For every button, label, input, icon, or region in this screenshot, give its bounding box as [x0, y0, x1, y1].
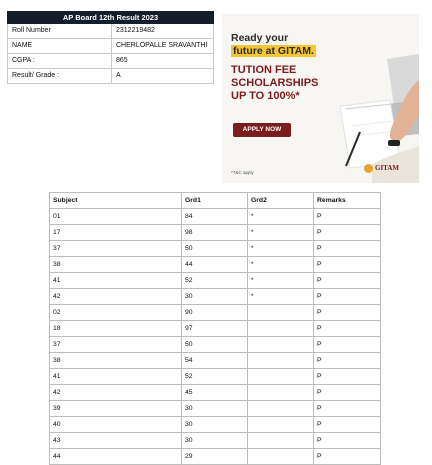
- info-value: 865: [116, 57, 128, 64]
- table-row: [49, 225, 381, 241]
- ad-headline-line2: future at GITAM.: [233, 45, 314, 57]
- ad-footnote: *T&C apply: [231, 170, 254, 175]
- table-row: [49, 417, 381, 433]
- result-info-panel: [7, 11, 214, 84]
- subject-cell: 18: [50, 321, 182, 336]
- subject-cell: 39: [50, 401, 182, 416]
- grd2-cell: [248, 353, 314, 368]
- ad-headline-line1: Ready your: [231, 32, 289, 44]
- info-row-name: [7, 39, 214, 54]
- subject-cell: 37: [50, 337, 182, 352]
- table-row: [49, 337, 381, 353]
- grd1-cell: 97: [182, 321, 248, 336]
- table-row: [49, 433, 381, 449]
- grd2-cell: [248, 305, 314, 320]
- info-value: A: [116, 72, 121, 79]
- ad-offer-line3: UP TO 100%*: [231, 90, 300, 102]
- grd2-cell: *: [248, 257, 314, 272]
- grd1-cell: 30: [182, 401, 248, 416]
- remarks-cell: P: [317, 341, 322, 348]
- info-row-cgpa: [7, 54, 214, 69]
- table-row: [49, 305, 381, 321]
- remarks-cell: P: [317, 309, 322, 316]
- grd1-cell: 90: [182, 305, 248, 320]
- grd2-cell: *: [248, 209, 314, 224]
- marks-table: [49, 192, 381, 465]
- remarks-cell: P: [317, 389, 322, 396]
- grd1-cell: 30: [182, 289, 248, 304]
- gitam-seal-icon: [364, 164, 373, 173]
- info-row-roll-number: [7, 24, 214, 39]
- grd2-cell: [248, 449, 314, 464]
- table-row: [49, 289, 381, 305]
- subject-cell: 44: [50, 449, 182, 464]
- grd1-cell: 54: [182, 353, 248, 368]
- remarks-cell: P: [317, 357, 322, 364]
- header-subject: Subject: [50, 193, 182, 208]
- remarks-cell: P: [317, 405, 322, 412]
- grd2-cell: [248, 417, 314, 432]
- grd1-cell: 30: [182, 417, 248, 432]
- apply-now-button[interactable]: APPLY NOW: [233, 123, 291, 137]
- table-row: [49, 257, 381, 273]
- grd2-cell: [248, 321, 314, 336]
- grd1-cell: 45: [182, 385, 248, 400]
- result-panel-title: AP Board 12th Result 2023: [7, 11, 214, 24]
- marks-table-header: [49, 192, 381, 209]
- table-row: [49, 273, 381, 289]
- ad-offer: [231, 64, 346, 103]
- remarks-cell: P: [317, 453, 322, 460]
- table-row: [49, 321, 381, 337]
- subject-cell: 41: [50, 369, 182, 384]
- info-label: CGPA :: [8, 54, 112, 68]
- table-row: [49, 369, 381, 385]
- info-label: Roll Number: [8, 24, 112, 38]
- grd1-cell: 52: [182, 273, 248, 288]
- info-value: 2312219482: [116, 27, 155, 34]
- table-row: [49, 209, 381, 225]
- grd1-cell: 50: [182, 241, 248, 256]
- header-grd2: Grd2: [248, 193, 314, 208]
- grd1-cell: 98: [182, 225, 248, 240]
- remarks-cell: P: [317, 261, 322, 268]
- info-value: CHERLOPALLE SRAVANTHI: [116, 42, 208, 49]
- remarks-cell: P: [317, 437, 322, 444]
- remarks-cell: P: [317, 277, 322, 284]
- table-row: [49, 385, 381, 401]
- grd2-cell: [248, 337, 314, 352]
- gitam-ad-banner[interactable]: [222, 14, 419, 183]
- subject-cell: 40: [50, 417, 182, 432]
- gitam-logo: [364, 162, 399, 174]
- ad-offer-line1: TUTION FEE: [231, 64, 297, 76]
- remarks-cell: P: [317, 421, 322, 428]
- header-remarks: Remarks: [317, 197, 346, 204]
- subject-cell: 38: [50, 353, 182, 368]
- table-row: [49, 241, 381, 257]
- table-row: [49, 449, 381, 465]
- info-label: NAME: [8, 39, 112, 53]
- grd2-cell: *: [248, 289, 314, 304]
- grd2-cell: [248, 433, 314, 448]
- remarks-cell: P: [317, 373, 322, 380]
- subject-cell: 37: [50, 241, 182, 256]
- gitam-logo-text: GITAM: [375, 164, 399, 172]
- grd1-cell: 44: [182, 257, 248, 272]
- remarks-cell: P: [317, 245, 322, 252]
- header-grd1: Grd1: [182, 193, 248, 208]
- grd2-cell: [248, 401, 314, 416]
- grd1-cell: 84: [182, 209, 248, 224]
- remarks-cell: P: [317, 213, 322, 220]
- ad-headline: [231, 32, 343, 58]
- remarks-cell: P: [317, 325, 322, 332]
- subject-cell: 38: [50, 257, 182, 272]
- grd1-cell: 29: [182, 449, 248, 464]
- remarks-cell: P: [317, 229, 322, 236]
- subject-cell: 42: [50, 385, 182, 400]
- subject-cell: 01: [50, 209, 182, 224]
- grd2-cell: *: [248, 225, 314, 240]
- subject-cell: 02: [50, 305, 182, 320]
- info-label: Result/ Grade :: [8, 69, 112, 83]
- grd1-cell: 30: [182, 433, 248, 448]
- subject-cell: 17: [50, 225, 182, 240]
- subject-cell: 41: [50, 273, 182, 288]
- marks-table-body: [49, 209, 381, 465]
- grd1-cell: 52: [182, 369, 248, 384]
- ad-offer-line2: SCHOLARSHIPS: [231, 77, 319, 89]
- grd2-cell: *: [248, 273, 314, 288]
- remarks-cell: P: [317, 293, 322, 300]
- table-row: [49, 401, 381, 417]
- grd2-cell: [248, 369, 314, 384]
- table-row: [49, 353, 381, 369]
- grd1-cell: 50: [182, 337, 248, 352]
- grd2-cell: [248, 385, 314, 400]
- grd2-cell: *: [248, 241, 314, 256]
- subject-cell: 43: [50, 433, 182, 448]
- info-row-grade: [7, 69, 214, 84]
- subject-cell: 42: [50, 289, 182, 304]
